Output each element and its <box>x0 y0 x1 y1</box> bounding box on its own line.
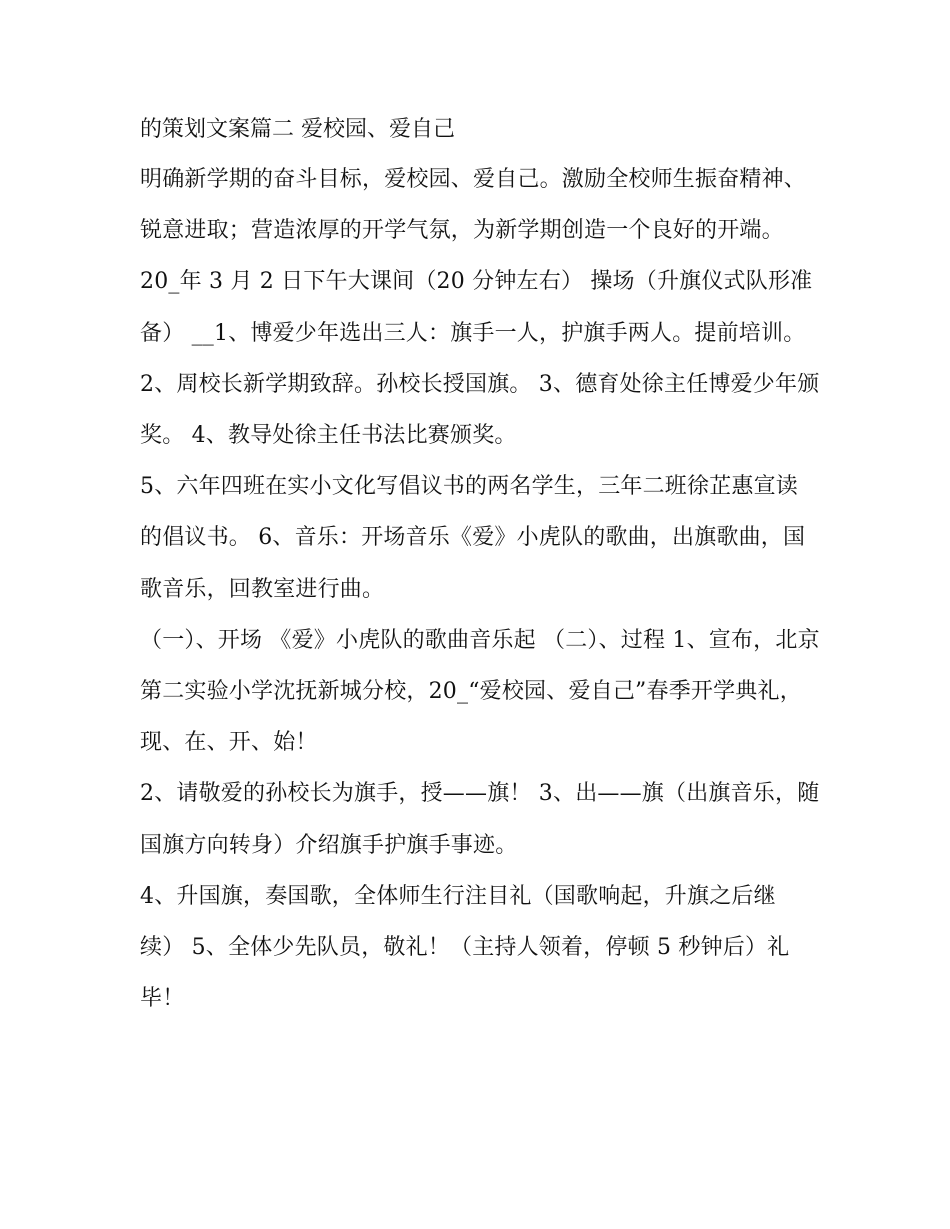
paragraph-speeches-awards: 2、周校长新学期致辞。孙校长授国旗。 3、德育处徐主任博爱少年颁奖。 4、教导处徐主任书法比赛颁奖。 <box>140 371 820 449</box>
paragraph-time-place: 20_年 3 月 2 日下午大课间（20 分钟左右） 操场（升旗仪式队形准备） __1、博爱少年选出三人：旗手一人，护旗手两人。提前培训。 <box>140 269 813 346</box>
document-heading: 的策划文案篇二 爱校园、爱自己 <box>140 117 455 142</box>
document-body <box>140 112 820 1024</box>
paragraph-opening-process: （一）、开场 《爱》小虎队的歌曲音乐起 （二）、过程 1、宣布，北京第二实验小学沈抚新城分校，20_“爱校园、爱自己”春季开学典礼，现、在、开、始！ <box>140 627 820 756</box>
paragraph-proposal-music: 5、六年四班在实小文化写倡议书的两名学生，三年二班徐芷惠宣读的倡议书。 6、音乐：开场音乐《爱》小虎队的歌曲，出旗歌曲，国歌音乐，回教室进行曲。 <box>140 474 806 602</box>
paragraph-flag-raising: 4、升国旗，奏国歌，全体师生行注目礼（国歌响起，升旗之后继续） 5、全体少先队员，敬礼！（主持人领着，停顿 5 秒钟后）礼毕！ <box>140 883 790 1012</box>
paragraph-flag-presentation: 2、请敬爱的孙校长为旗手，授——旗！ 3、出——旗（出旗音乐，随国旗方向转身）介绍旗手护旗手事迹。 <box>140 781 820 858</box>
paragraph-objective: 明确新学期的奋斗目标，爱校园、爱自己。激励全校师生振奋精神、锐意进取；营造浓厚的开学气氛，为新学期创造一个良好的开端。 <box>140 167 807 244</box>
